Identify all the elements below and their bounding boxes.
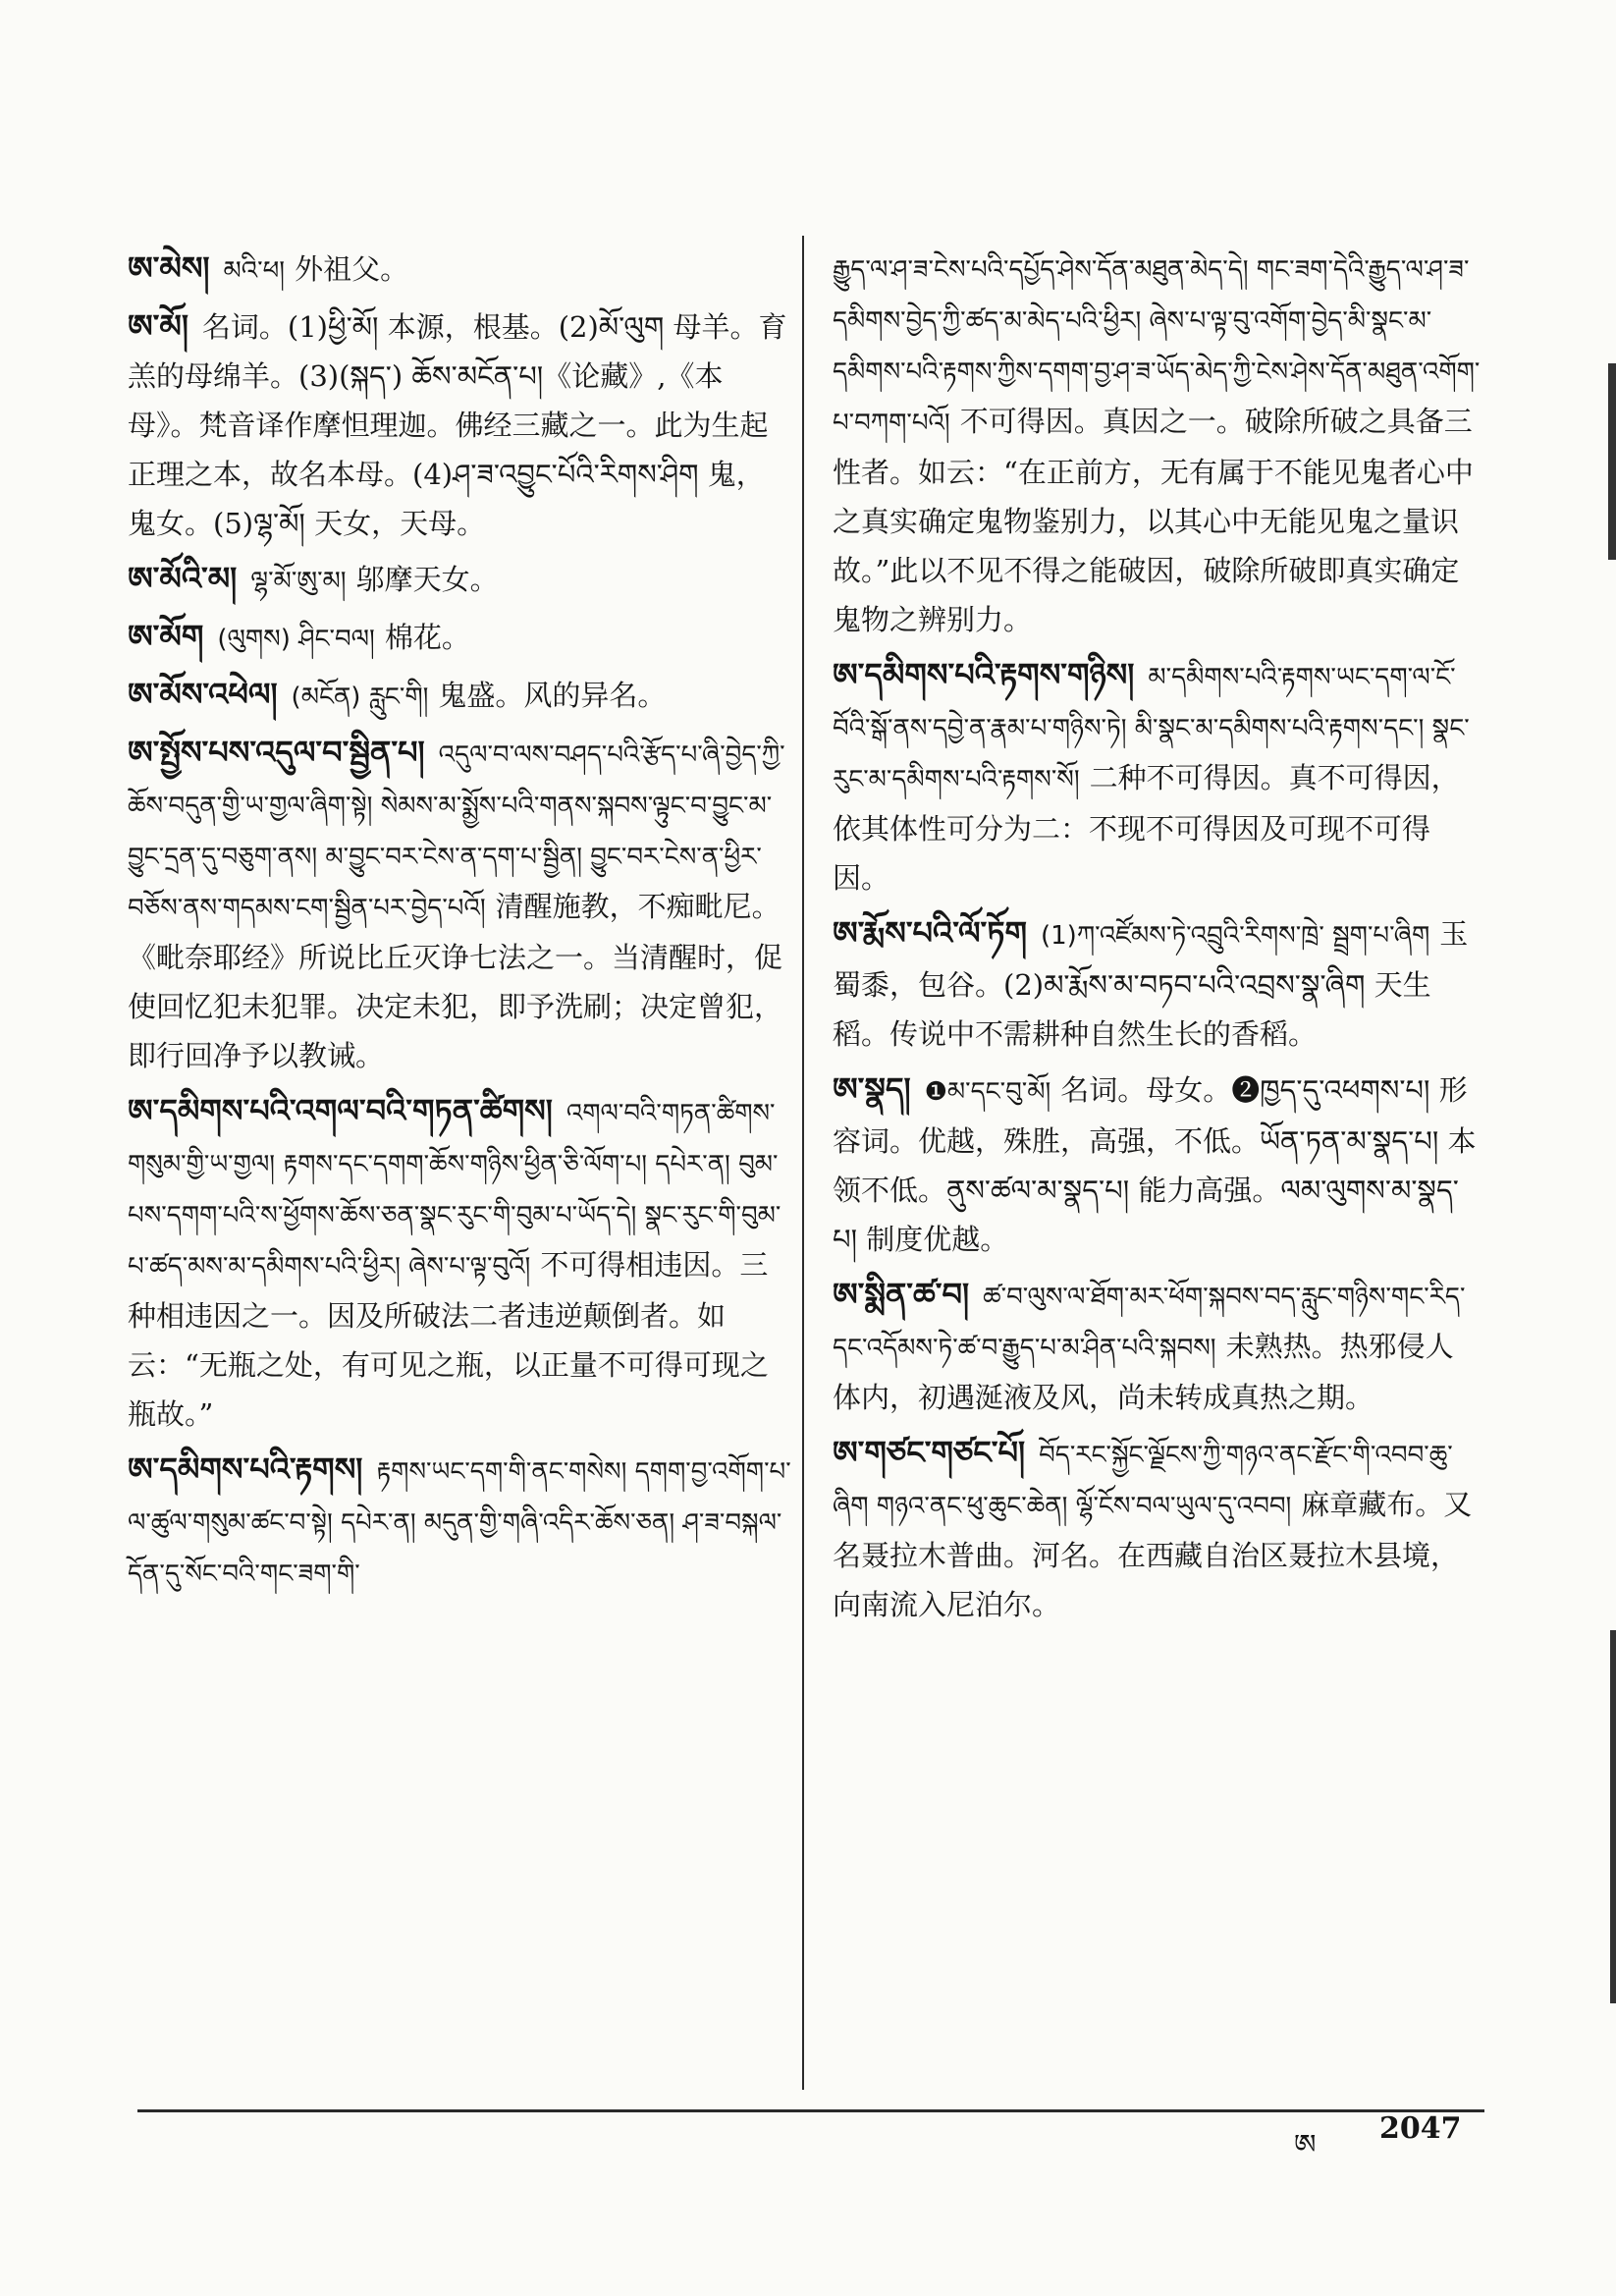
entry-tibetan-definition: འགལ་བའི་གཏན་ཚིགས་གསུམ་གྱི་ཡ་གྱལ། རྟགས་དང་དགག་ཆོས་གཉིས་ཕྱིན་ཅི་ལོག་པ། དཔེར་ན། བུམ་པས་དགག་པའི་ས་ཕྱོགས་ཆོས་ཅན་སྣང་རུང་གི་བུམ་པ་ཡོད་དེ། སྣང་རུང་གི་བུམ་པ་ཚད་མས་མ་དམིགས་པའི་ཕྱིར། ཞེས་པ་ལྟ་བུའོ།	[128, 1099, 781, 1282]
entry-headword: ཨ་མོག	[128, 618, 204, 655]
entry-chinese-definition: 名词。(1)ཕྱི་མོ། 本源，根基。(2)མོ་ལུག 母羊。育羔的母绵羊。(3)(སྐད་) ཆོས་མངོན་པ།《论藏》,《本母》。梵音译作摩怛理迦。佛经三藏之一。此为生起正理之本，故名本母。(4)ཤ་ཟ་འབྱུང་པོའི་རིགས་ཤིག 鬼，鬼女。(5)ལྷ་མོ། 天女，天母。	[128, 310, 787, 540]
dictionary-entry	[128, 301, 791, 548]
dictionary-entry	[833, 1270, 1481, 1422]
entry-headword: ཨ་དམིགས་པའི་རྟགས།	[128, 1450, 363, 1488]
dictionary-entry	[833, 908, 1481, 1059]
column-divider	[802, 236, 804, 2090]
entry-headword: ཨ་རྨོས་པའི་ལོ་ཏོག	[833, 914, 1027, 952]
left-column	[128, 244, 791, 1605]
entry-tibetan-definition: ཚ་བ་ལུས་ལ་ཐོག་མར་ཕོག་སྐབས་བད་རླུང་གཉིས་གང་རིད་དང་འདོམས་ཏེ་ཚ་བ་རྒྱུད་པ་མ་ཤིན་པའི་སྐབས།	[833, 1283, 1466, 1363]
dictionary-entry	[833, 650, 1481, 902]
entry-tibetan-definition: འདུལ་བ་ལས་བཤད་པའི་རྩོད་པ་ཞི་བྱེད་ཀྱི་ཆོས་བདུན་གྱི་ཡ་གྱལ་ཞིག་སྟེ། སེམས་མ་སྨྱོས་པའི་གནས་སྐབས་ལྟུང་བ་བྱུང་མ་བྱུང་དྲན་དུ་བཅུག་ནས། མ་བྱུང་བར་ངེས་ན་དག་པ་སྦྱིན། བྱུང་བར་ངེས་ན་ཕྱིར་བཅོས་ནས་གདམས་ངག་སྦྱིན་པར་བྱེད་པའོ།	[128, 740, 785, 923]
section-letter: ཨ	[1294, 2128, 1317, 2160]
entry-headword: ཨ་མོས་འཕེལ།	[128, 676, 278, 713]
bottom-rule	[137, 2109, 1484, 2112]
dictionary-entry	[128, 1445, 791, 1599]
entry-chinese-definition: 二种不可得因。真不可得因，依其体性可分为二：不现不可得因及可现不可得因。	[833, 761, 1460, 895]
entry-chinese-definition: 不可得因。真因之一。破除所破之具备三性者。如云：“在正前方，无有属于不能见鬼者心中之真实确定鬼物鉴别力，以其心中无能见鬼之量识故。”此以不见不得之能破因，破除所破即真实确定鬼物之辨别力。	[833, 405, 1474, 636]
entry-chinese-definition: 外祖父。	[295, 252, 409, 286]
entry-chinese-definition: 清醒施教，不痴毗尼。《毗奈耶经》所说比丘灭诤七法之一。当清醒时，促使回忆犯未犯罪。决定未犯，即予洗刷；决定曾犯，即行回净予以教诫。	[128, 890, 783, 1072]
entry-headword: ཨ་མོ།	[128, 307, 189, 345]
entry-chinese-definition: 邬摩天女。	[355, 563, 499, 596]
dictionary-entry	[833, 1065, 1481, 1264]
entry-chinese-definition: 棉花。	[384, 621, 470, 654]
dictionary-entry	[128, 612, 791, 664]
entry-chinese-definition: 不可得相违因。三种相违因之一。因及所破法二者违逆颠倒者。如云：“无瓶之处，有可见之瓶，以正量不可得可现之瓶故。”	[128, 1248, 769, 1431]
entry-chinese-definition: 麻章藏布。又名聂拉木普曲。河名。在西藏自治区聂拉木县境，向南流入尼泊尔。	[833, 1488, 1473, 1621]
dictionary-entry	[128, 244, 791, 296]
entry-chinese-definition: 鬼盛。风的异名。	[438, 679, 667, 712]
entry-headword: ཨ་མེས།	[128, 249, 210, 287]
entry-tibetan-definition: (1)ཀ་འཛོམས་ཏེ་འབྲུའི་རིགས་ཁྲེ་ སྦྲག་པ་ཞིག	[1041, 921, 1430, 951]
page-number: 2047	[1379, 2111, 1462, 2146]
entry-headword: ཨ་སྣད།	[833, 1070, 911, 1108]
entry-tibetan-definition: མའི་ཕ།	[223, 256, 286, 286]
entry-headword: ཨ་གཙང་གཙང་པོ།	[833, 1434, 1026, 1471]
dictionary-entry	[128, 728, 791, 1080]
entry-chinese-definition: 名词。母女。❷ཁྱད་དུ་འཕགས་པ། 形容词。优越，殊胜，高强，不低。ཡོན་ཏན་མ་སྣད་པ། 本领不低。ནུས་ཚལ་མ་སྣད་པ། 能力高强。ལམ་ལུགས་མ་སྣད་པ། 制度优越。	[833, 1073, 1477, 1256]
dictionary-entry	[128, 670, 791, 722]
scan-edge-mark	[1610, 1630, 1616, 2003]
entry-tibetan-definition: (ལུགས) ཤིང་བལ།	[217, 625, 375, 654]
entry-tibetan-definition: ལྷ་མོ་ཨུ་མ།	[250, 567, 347, 596]
entry-headword: ཨ་དམིགས་པའི་འགལ་བའི་གཏན་ཚིགས།	[128, 1092, 553, 1129]
entry-tibetan-definition: བོད་རང་སྐྱོང་ལྗོངས་ཀྱི་གཉའ་ནང་རྫོང་གི་འབབ་ཆུ་ཞིག གཉའ་ནང་ཕུ་ཆུང་ཆེན། ལྷོ་ངོས་བལ་ཡུལ་དུ་འབབ།	[833, 1441, 1453, 1521]
dictionary-entry	[833, 1428, 1481, 1629]
entry-tibetan-definition: རྒྱུད་ལ་ཤ་ཟ་ངེས་པའི་དཔྱོད་ཤེས་དོན་མཐུན་མེད་དེ། གང་ཟག་དེའི་རྒྱུད་ལ་ཤ་ཟ་དམིགས་བྱེད་ཀྱི་ཚད་མ་མེད་པའི་ཕྱིར། ཞེས་པ་ལྟ་བུ་འགོག་བྱེད་མི་སྣང་མ་དམིགས་པའི་རྟགས་ཀྱིས་དགག་བྱ་ཤ་ཟ་ཡོད་མེད་ཀྱི་ངེས་ཤེས་དོན་མཐུན་འགོག་པ་བཀག་པའོ།	[833, 255, 1481, 438]
entry-headword: ཨ་དམིགས་པའི་རྟགས་གཉིས།	[833, 656, 1135, 693]
entry-headword: ཨ་སྤྱོས་པས་འདུལ་བ་སྦྱིན་པ།	[128, 734, 425, 771]
scan-edge-mark	[1608, 363, 1616, 560]
entry-tibetan-definition: མ་དམིགས་པའི་རྟགས་ཡང་དག་ལ་ངོ་བོའི་སྒོ་ནས་དབྱེ་ན་རྣམ་པ་གཉིས་ཏེ། མི་སྣང་མ་དམིགས་པའི་རྟགས་དང་། སྣང་རུང་མ་དམིགས་པའི་རྟགས་སོ།	[833, 663, 1470, 794]
entry-tibetan-definition: རྟགས་ཡང་དག་གི་ནང་གསེས། དགག་བྱ་འགོག་པ་ལ་ཚུལ་གསུམ་ཚང་བ་སྟེ། དཔེར་ན། མདུན་གྱི་གཞི་འདིར་ཆོས་ཅན། ཤ་ཟ་བསྐལ་དོན་དུ་སོང་བའི་གང་ཟག་གི་	[128, 1457, 791, 1589]
entry-headword: ཨ་སྨིན་ཚ་བ།	[833, 1276, 970, 1313]
entry-tibetan-definition: ❶མ་དང་བུ་མོ།	[924, 1077, 1051, 1107]
entry-tibetan-definition: (མངོན) རླུང་གི།	[291, 683, 429, 712]
entry-chinese-definition: 未熟热。热邪侵人体内，初遇涎液及风，尚未转成真热之期。	[833, 1330, 1454, 1414]
entry-chinese-definition: 玉蜀黍，包谷。(2)མ་རྨོས་མ་བཏབ་པའི་འབྲས་སྣ་ཞིག 天生稻。传说中不需耕种自然生长的香稻。	[833, 917, 1469, 1051]
right-column	[833, 244, 1481, 1635]
dictionary-entry	[128, 1086, 791, 1439]
entry-headword: ཨ་མོའི་མ།	[128, 560, 238, 597]
dictionary-entry	[833, 244, 1481, 644]
dictionary-entry	[128, 554, 791, 606]
